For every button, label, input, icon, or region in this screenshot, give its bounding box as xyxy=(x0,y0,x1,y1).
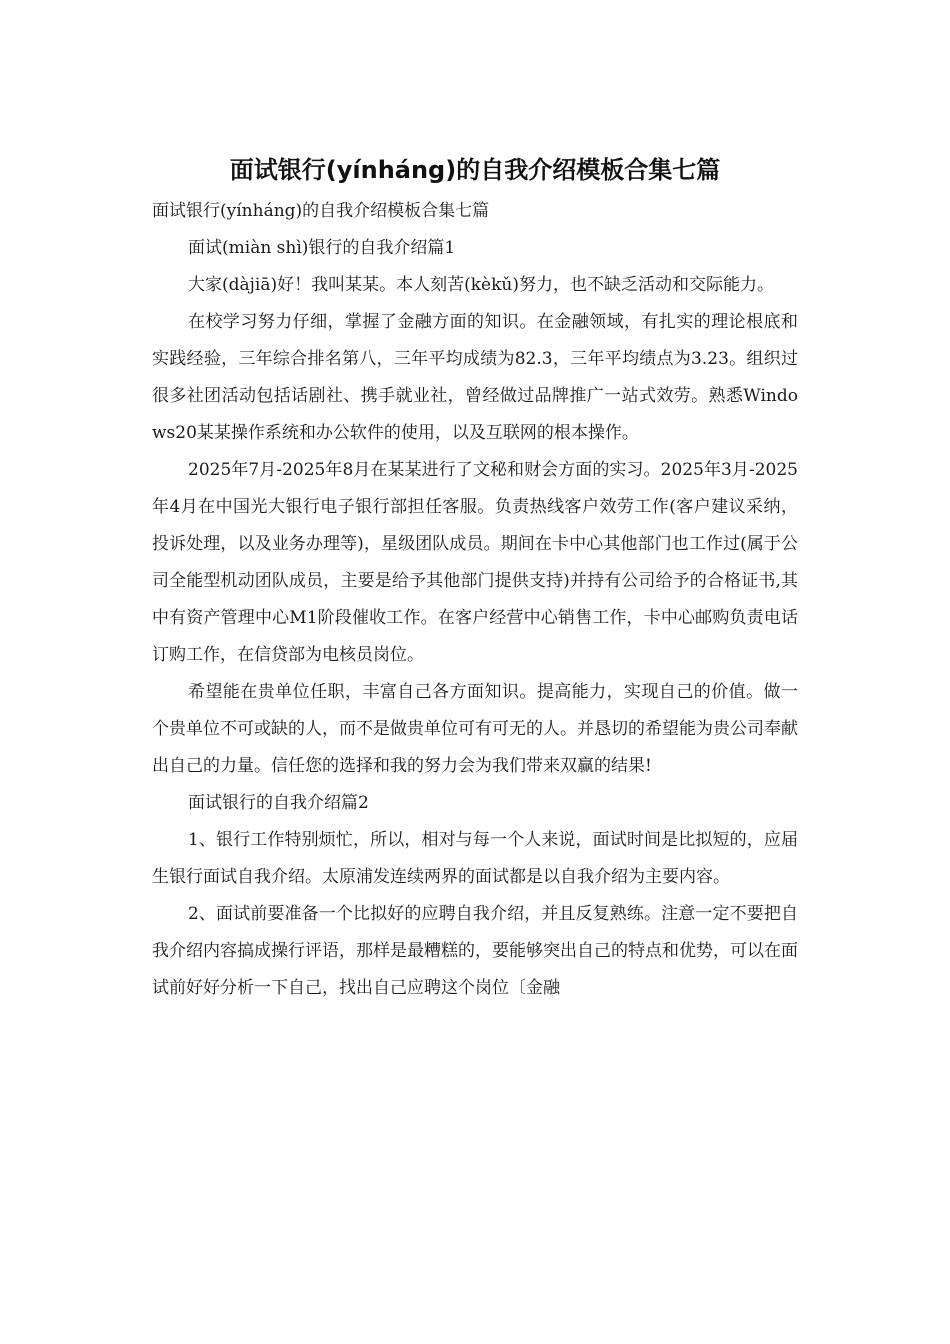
paragraph-greeting: 大家(dàjiā)好！我叫某某。本人刻苦(kèkǔ)努力，也不缺乏活动和交际能力。 xyxy=(188,275,775,295)
paragraph-hope: 希望能在贵单位任职，丰富自己各方面知识。提高能力，实现自己的价值。做一个贵单位不可或缺的人，而不是做贵单位可有可无的人。并恳切的希望能为贵公司奉献出自己的力量。信任您的选择和我的努力会为我们带来双赢的结果! xyxy=(152,682,798,776)
paragraph-section-heading-1: 面试(miàn shì)银行的自我介绍篇1 xyxy=(188,238,456,258)
paragraph-section-heading-2: 面试银行的自我介绍篇2 xyxy=(188,793,369,813)
paragraph-subtitle: 面试银行(yínháng)的自我介绍模板合集七篇 xyxy=(152,201,490,221)
document-body xyxy=(152,193,798,1007)
paragraph-experience: 2025年7月-2025年8月在某某进行了文秘和财会方面的实习。2025年3月-2025年4月在中国光大银行电子银行部担任客服。负责热线客户效劳工作(客户建议采纳，投诉处理，以及业务办理等)，星级团队成员。期间在卡中心其他部门也工作过(属于公司全能型机动团队成员，主要是给予其他部门提供支持)并持有公司给予的合格证书,其中有资产管理中心M1阶段催收工作。在客户经营中心销售工作，卡中心邮购负责电话订购工作，在信贷部为电核员岗位。 xyxy=(152,460,798,665)
paragraph-point-1: 1、银行工作特别烦忙，所以，相对与每一个人来说，面试时间是比拟短的，应届生银行面试自我介绍。太原浦发连续两界的面试都是以自我介绍为主要内容。 xyxy=(152,830,798,887)
paragraph-point-2: 2、面试前要准备一个比拟好的应聘自我介绍，并且反复熟练。注意一定不要把自我介绍内容搞成操行评语，那样是最糟糕的，要能够突出自己的特点和优势，可以在面试前好好分析一下自己，找出自己应聘这个岗位〔金融 xyxy=(152,904,798,998)
document-title: 面试银行(yínháng)的自我介绍模板合集七篇 xyxy=(229,156,721,184)
paragraph-education: 在校学习努力仔细，掌握了金融方面的知识。在金融领域，有扎实的理论根底和实践经验，三年综合排名第八，三年平均成绩为82.3，三年平均绩点为3.23。组织过很多社团活动包括话剧社、携手就业社，曾经做过品牌推广一站式效劳。熟悉Windows20某某操作系统和办公软件的使用，以及互联网的根本操作。 xyxy=(152,312,798,443)
